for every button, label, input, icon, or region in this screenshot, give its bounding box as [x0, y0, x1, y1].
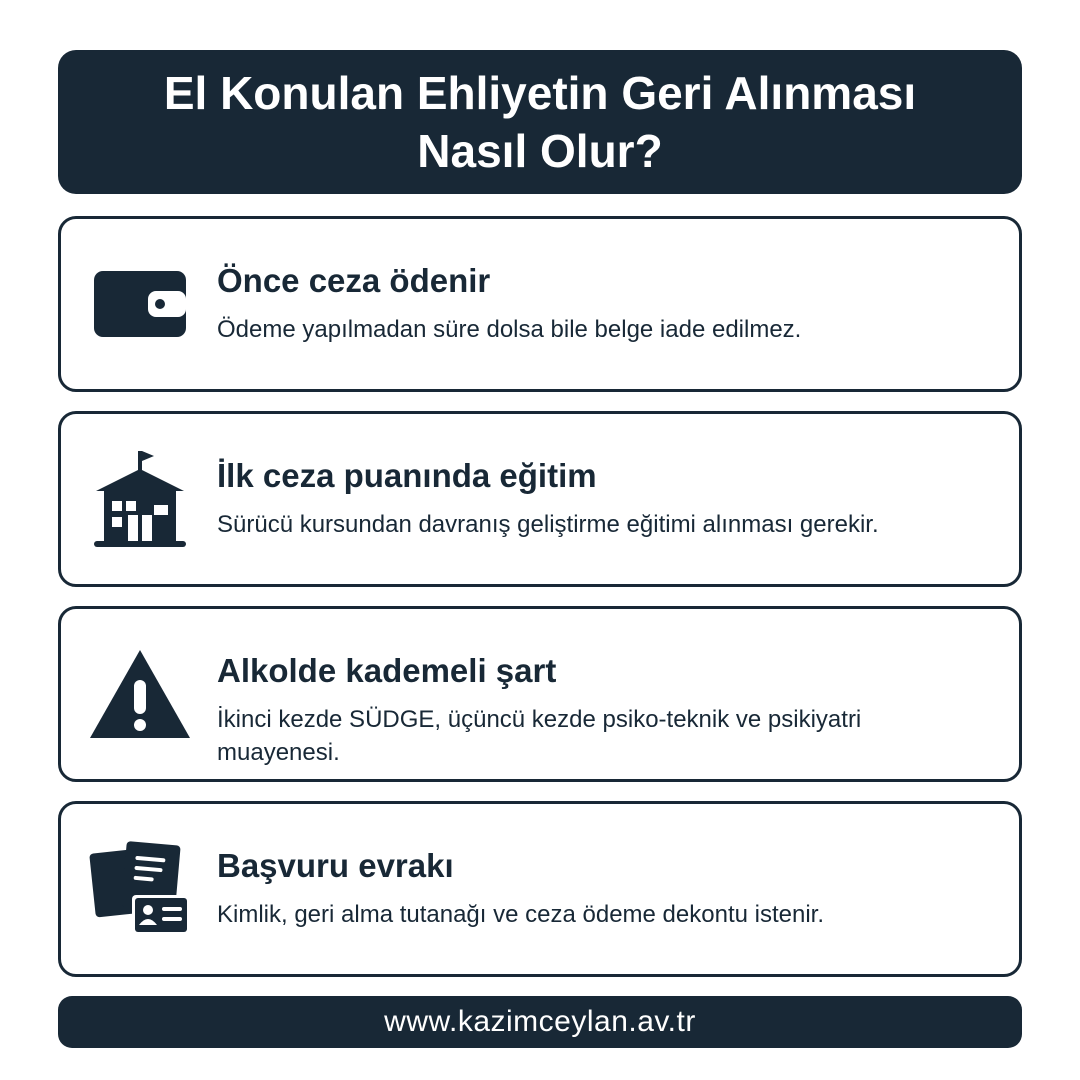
card-title: İlk ceza puanında eğitim	[217, 457, 597, 494]
warning-icon	[85, 609, 195, 779]
card-title: Alkolde kademeli şart	[217, 652, 557, 689]
card-title: Önce ceza ödenir	[217, 262, 491, 299]
info-card-documents	[58, 801, 1022, 977]
footer-bar	[58, 996, 1022, 1048]
wallet-icon	[85, 219, 195, 389]
info-card-payment	[58, 216, 1022, 392]
card-title: Başvuru evrakı	[217, 847, 454, 884]
card-description: Sürücü kursundan davranış geliştirme eğitimi alınması gerekir.	[217, 511, 879, 538]
title-banner	[58, 50, 1022, 194]
info-card-training	[58, 411, 1022, 587]
info-card-alcohol	[58, 606, 1022, 782]
card-description: İkinci kezde SÜDGE, üçüncü kezde psiko-teknik ve psikiyatri muayenesi.	[217, 706, 862, 766]
card-description: Ödeme yapılmadan süre dolsa bile belge iade edilmez.	[217, 316, 802, 343]
school-icon	[85, 414, 195, 584]
page-title: El Konulan Ehliyetin Geri Alınması Nasıl Olur?	[163, 67, 917, 177]
documents-id-icon	[85, 804, 195, 974]
website-link[interactable]: www.kazimceylan.av.tr	[384, 1005, 696, 1038]
card-description: Kimlik, geri alma tutanağı ve ceza ödeme dekontu istenir.	[217, 901, 824, 928]
